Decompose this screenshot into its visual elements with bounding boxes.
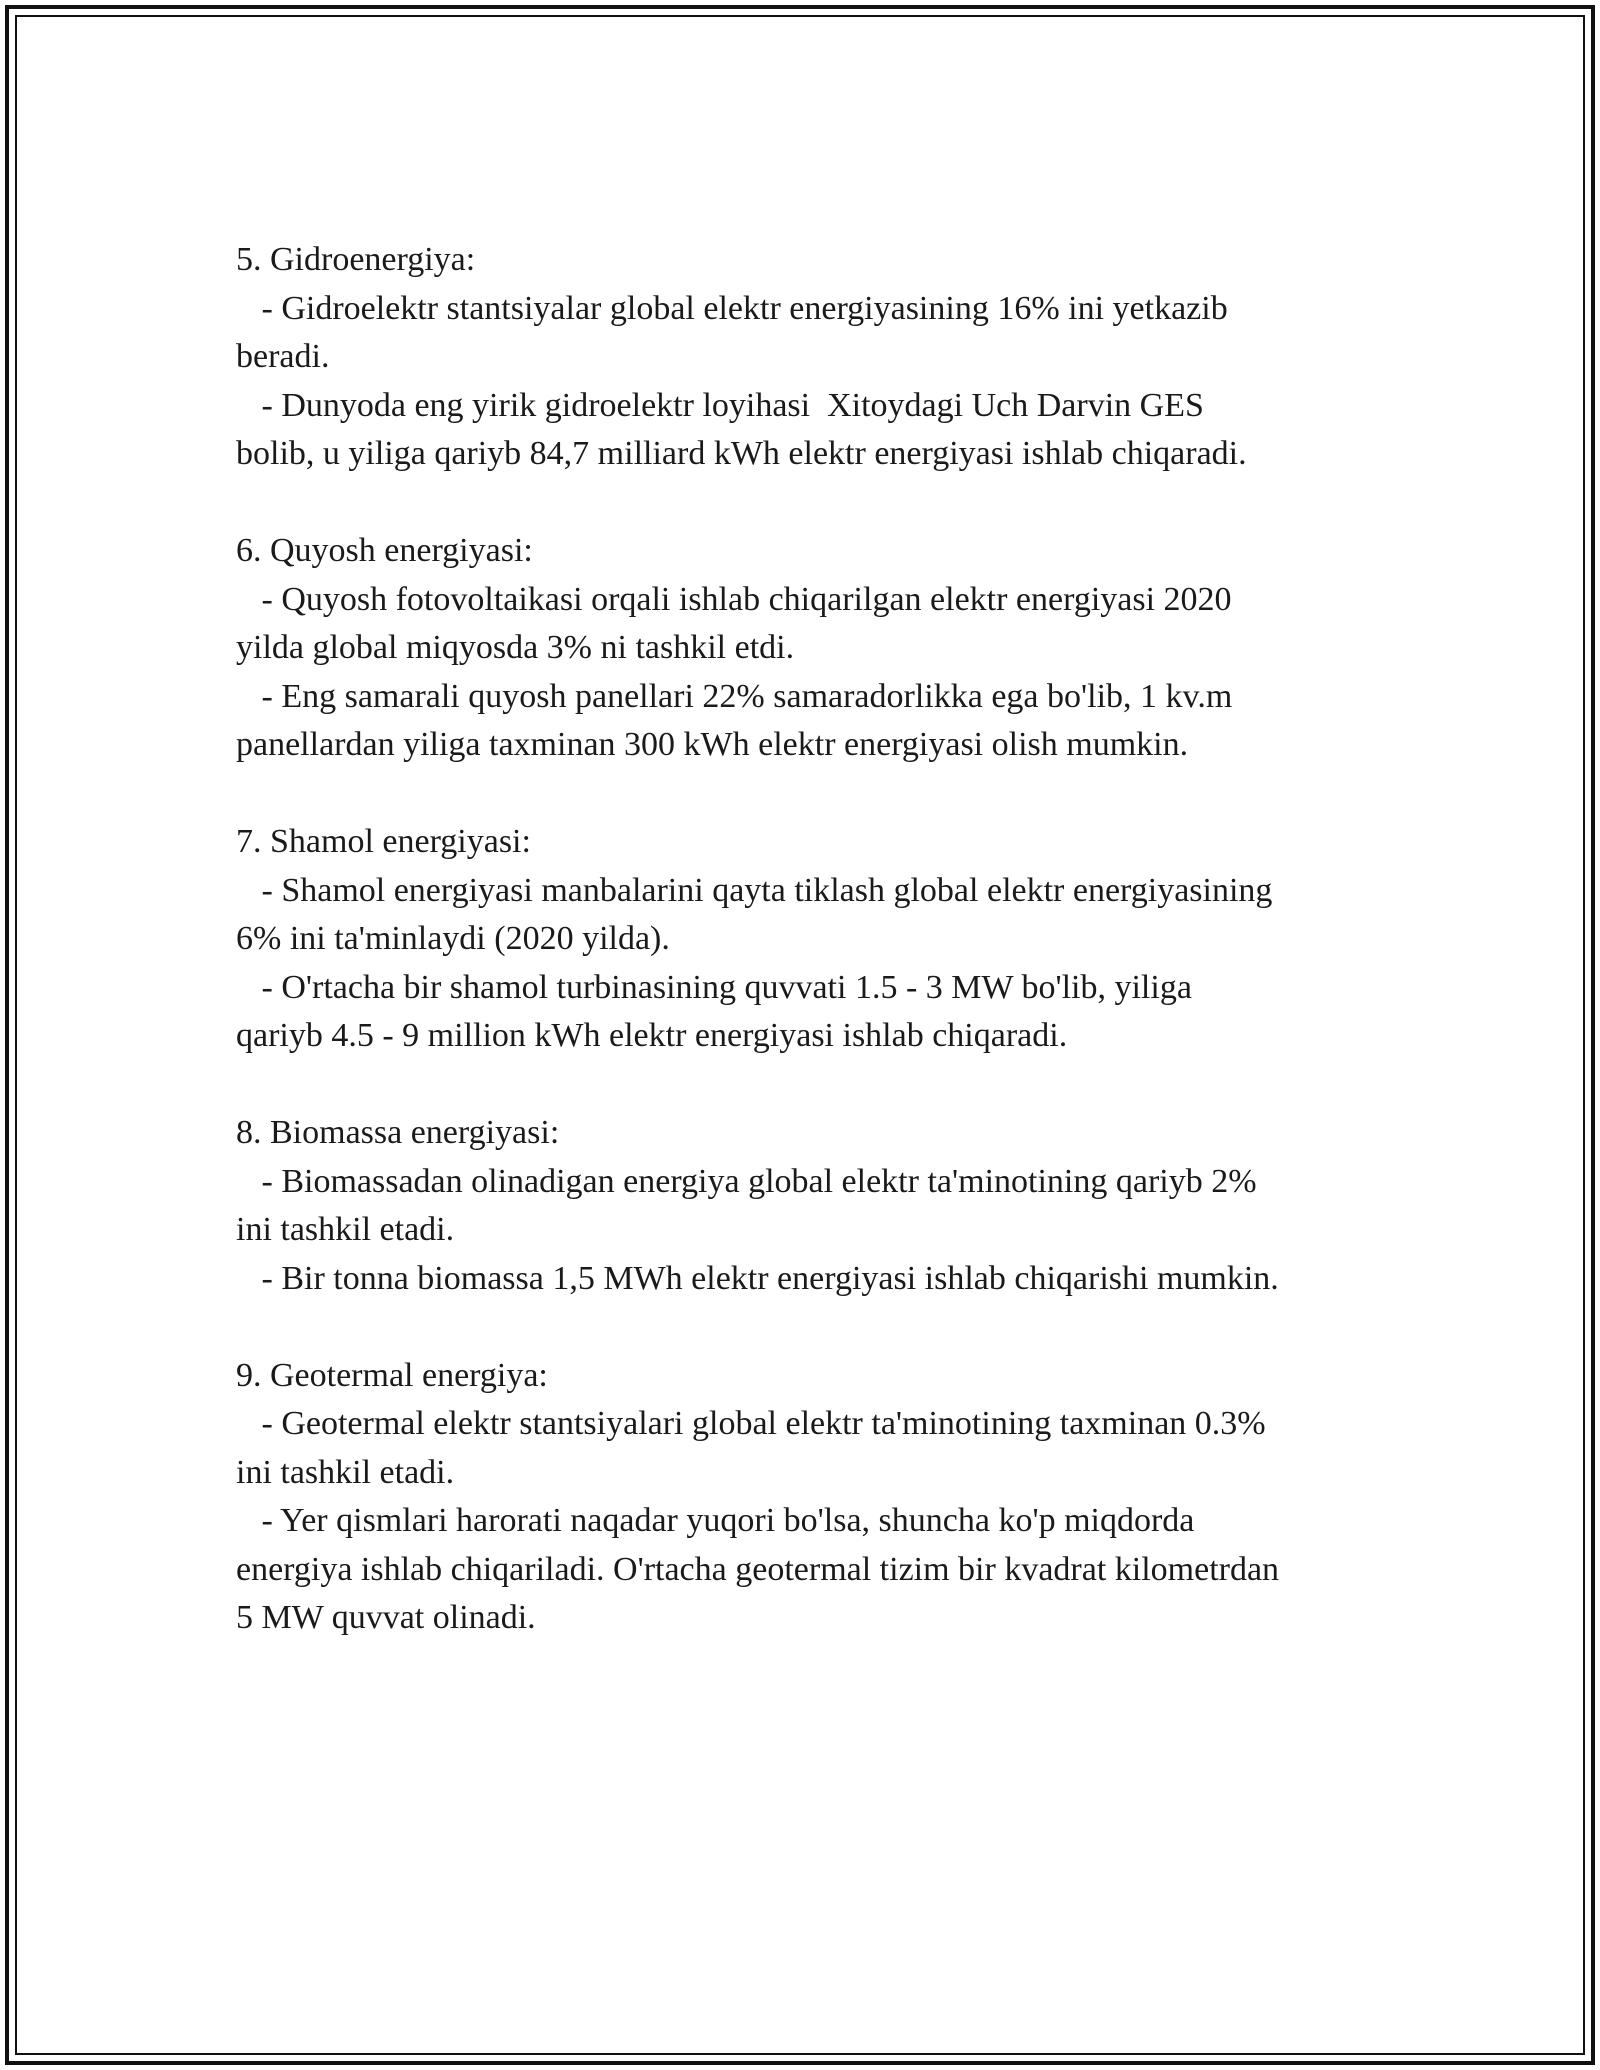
section-solar-energy	[236, 527, 1396, 770]
section-bullet: - Bir tonna biomassa 1,5 MWh elektr energiyasi ishlab chiqarishi mumkin.	[236, 1259, 1279, 1297]
section-title: 8. Biomassa energiyasi:	[236, 1114, 560, 1151]
section-bullet: - Shamol energiyasi manbalarini qayta tiklash global elektr energiyasining 6% ini ta'minlaydi (2020 yilda).	[236, 871, 1273, 957]
document-body	[236, 236, 1396, 1691]
section-title: 5. Gidroenergiya:	[236, 241, 476, 278]
section-bullet: - Dunyoda eng yirik gidroelektr loyihasi Xitoydagi Uch Darvin GES bolib, u yiliga qariyb 84,7 milliard kWh elektr energiyasi ishlab chiqaradi.	[236, 386, 1247, 472]
section-title: 7. Shamol energiyasi:	[236, 823, 531, 860]
section-bullet: - Eng samarali quyosh panellari 22% samaradorlikka ega bo'lib, 1 kv.m panellardan yiliga taxminan 300 kWh elektr energiyasi olish mumkin.	[236, 677, 1233, 763]
section-bullet: - Geotermal elektr stantsiyalari global elektr ta'minotining taxminan 0.3% ini tashkil etadi.	[236, 1405, 1266, 1491]
section-title: 6. Quyosh energiyasi:	[236, 532, 533, 569]
section-bullet: - Gidroelektr stantsiyalar global elektr energiyasining 16% ini yetkazib beradi.	[236, 289, 1228, 375]
section-bullet: - Yer qismlari harorati naqadar yuqori bo'lsa, shuncha ko'p miqdorda energiya ishlab chiqariladi. O'rtacha geotermal tizim bir kvadrat kilometrdan 5 MW quvvat olinadi.	[236, 1502, 1280, 1636]
section-biomass-energy	[236, 1109, 1396, 1303]
section-title: 9. Geotermal energiya:	[236, 1356, 548, 1394]
section-geothermal-energy	[236, 1352, 1396, 1643]
section-wind-energy	[236, 818, 1396, 1061]
section-hydro-energy	[236, 236, 1396, 479]
section-bullet: - Biomassadan olinadigan energiya global elektr ta'minotining qariyb 2% ini tashkil etadi.	[236, 1162, 1257, 1248]
section-bullet: - Quyosh fotovoltaikasi orqali ishlab chiqarilgan elektr energiyasi 2020 yilda global miqyosda 3% ni tashkil etdi.	[236, 580, 1232, 666]
section-bullet: - O'rtacha bir shamol turbinasining quvvati 1.5 - 3 MW bo'lib, yiliga qariyb 4.5 - 9 million kWh elektr energiyasi ishlab chiqaradi.	[236, 968, 1192, 1054]
